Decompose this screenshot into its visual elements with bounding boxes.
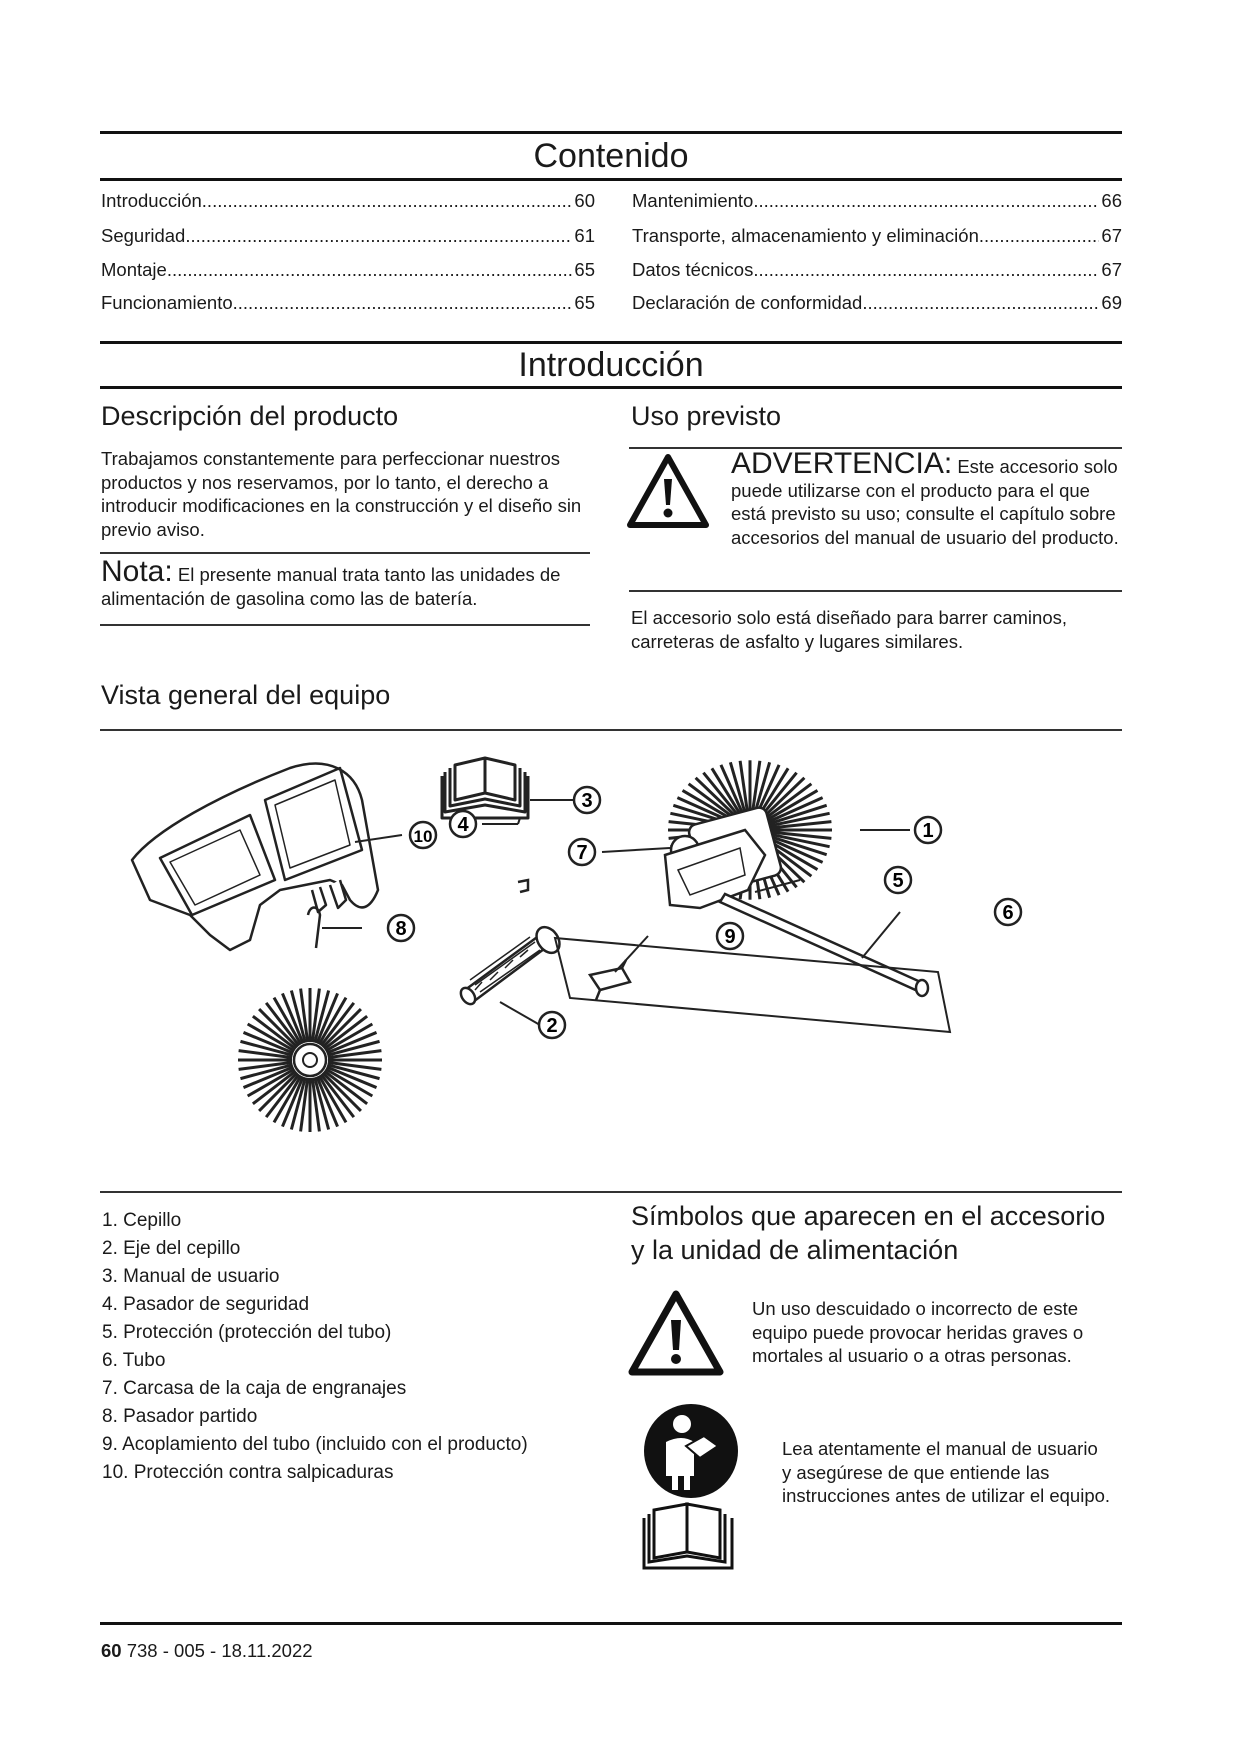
parts-list-item: 1. Cepillo: [102, 1210, 182, 1231]
toc-leader-dots: [167, 259, 573, 281]
toc-entry-page: 65: [574, 292, 595, 313]
callout-8: [388, 915, 414, 941]
toc-leader-dots: [202, 190, 573, 212]
toc-leader-dots: [753, 190, 1099, 212]
intro-title: Introducción: [518, 346, 704, 384]
callout-9: [717, 923, 743, 949]
parts-list-item: 5. Protección (protección del tubo): [102, 1322, 392, 1343]
symbols-heading-line1: Símbolos que aparecen en el accesorio: [631, 1201, 1106, 1231]
parts-list-item: 8. Pasador partido: [102, 1406, 258, 1427]
callout-6: [995, 899, 1021, 925]
toc-leader-dots: [862, 292, 1099, 314]
intro-top-rule: [100, 341, 1122, 344]
page-number: 60: [101, 1640, 122, 1661]
toc-entry-label: Datos técnicos: [632, 259, 754, 280]
manual-book-icon: [640, 1502, 736, 1572]
toc-entry-label: Introducción: [101, 190, 202, 211]
toc-entry-label: Mantenimiento: [632, 190, 754, 211]
intended-use-text: El accesorio solo está diseñado para barrer caminos, carreteras de asfalto y lugares similares.: [631, 607, 1068, 652]
shaft-illustration: [458, 880, 564, 1007]
product-desc-heading: Descripción del producto: [101, 401, 399, 431]
contents-rule: [100, 178, 1122, 181]
callout-label: 6: [1002, 902, 1014, 924]
note-block: [101, 555, 596, 610]
callout-label: 1: [922, 820, 934, 842]
overview-heading: Vista general del equipo: [101, 680, 391, 710]
warning-text: Este accesorio solo puede utilizarse con el producto para el que está previsto su uso; consulte el capítulo sobre accesorios del manual de usuario del producto.: [731, 456, 1119, 548]
brush-illustration-left: [238, 988, 382, 1132]
toc-entry-label: Montaje: [101, 259, 167, 280]
callout-2: [539, 1012, 565, 1038]
leader-9: [615, 936, 648, 972]
equipment-diagram: [100, 740, 1122, 1180]
warning-block: [731, 447, 1121, 549]
parts-list-item: 6. Tubo: [102, 1350, 166, 1371]
toc-leader-dots: [185, 225, 572, 247]
parts-list-item: 9. Acoplamiento del tubo (incluido con el producto): [102, 1434, 528, 1455]
toc-entry-page: 67: [1101, 259, 1122, 280]
callout-label: 2: [546, 1015, 558, 1037]
splash-guard-illustration: [132, 764, 378, 950]
toc-entry-label: Transporte, almacenamiento y eliminación: [632, 225, 979, 246]
toc-entry[interactable]: [101, 259, 595, 281]
callout-label: 10: [413, 827, 433, 846]
callout-10: [410, 822, 436, 848]
symbol-warning-triangle-icon: [628, 1290, 724, 1376]
coupling-illustration: [590, 960, 630, 1000]
parts-list-item: 3. Manual de usuario: [102, 1266, 280, 1287]
list-rule: [100, 1191, 1122, 1193]
intro-rule: [100, 386, 1122, 389]
toc-entry-label: Funcionamiento: [101, 292, 233, 313]
toc-leader-dots: [979, 225, 1100, 247]
parts-list-item: 7. Carcasa de la caja de engranajes: [102, 1378, 407, 1399]
top-rule: [100, 131, 1122, 134]
callout-7: [569, 839, 595, 865]
toc-entry-page: 67: [1101, 225, 1122, 246]
parts-list-item: 10. Protección contra salpicaduras: [102, 1462, 394, 1483]
read-manual-icon: [642, 1402, 740, 1500]
toc-entry[interactable]: [101, 292, 595, 314]
warning-label: ADVERTENCIA:: [731, 447, 953, 480]
callout-4: [450, 811, 476, 837]
toc-entry[interactable]: [632, 292, 1122, 314]
callout-label: 3: [581, 790, 593, 812]
toc-entry[interactable]: [101, 190, 595, 212]
warning-bottom-rule: [629, 590, 1122, 592]
overview-rule: [100, 729, 1122, 731]
toc-entry-page: 69: [1101, 292, 1122, 313]
callout-5: [885, 867, 911, 893]
note-text: El presente manual trata tanto las unidades de alimentación de gasolina como las de batería.: [101, 564, 561, 609]
toc-entry[interactable]: [632, 259, 1122, 281]
callout-3: [574, 787, 600, 813]
toc-entry-label: Seguridad: [101, 225, 186, 246]
parts-list: [102, 1207, 528, 1487]
contents-title: Contenido: [533, 137, 689, 175]
product-desc-text: Trabajamos constantemente para perfeccionar nuestros productos y nos reservamos, por lo tanto, el derecho a introducir modificaciones en la construcción y el diseño sin previo aviso.: [101, 448, 582, 540]
manual-book-illustration: [442, 758, 528, 818]
parts-list-item: 4. Pasador de seguridad: [102, 1294, 310, 1315]
toc-leader-dots: [753, 259, 1099, 281]
callout-label: 4: [457, 814, 469, 836]
warning-triangle-icon: [626, 453, 710, 529]
callout-label: 7: [576, 842, 588, 864]
parts-list-item: 2. Eje del cepillo: [102, 1238, 241, 1259]
toc-entry-label: Declaración de conformidad: [632, 292, 863, 313]
callout-label: 9: [724, 926, 736, 948]
footer-rule: [100, 1622, 1122, 1625]
leader-7: [602, 848, 670, 852]
leader-2: [500, 1002, 540, 1025]
footer: [101, 1640, 313, 1662]
symbols-heading-line2: y la unidad de alimentación: [631, 1235, 959, 1265]
leader-6: [862, 912, 900, 958]
note-top-rule: [100, 552, 590, 554]
symbol-manual-text: Lea atentamente el manual de usuario y asegúrese de que entiende las instrucciones antes de utilizar el equipo.: [782, 1438, 1111, 1506]
guard-tube-illustration: [665, 830, 928, 996]
split-pin-illustration: [308, 908, 320, 949]
note-label: Nota:: [101, 555, 173, 588]
toc-entry[interactable]: [101, 225, 595, 247]
note-bottom-rule: [100, 624, 590, 626]
doc-reference: 738 - 005 - 18.11.2022: [126, 1640, 313, 1661]
callout-1: [915, 817, 941, 843]
toc-entry-page: 60: [574, 190, 595, 211]
callout-label: 5: [892, 870, 904, 892]
toc-entry-page: 61: [574, 225, 595, 246]
toc-entry[interactable]: [632, 225, 1122, 247]
toc-leader-dots: [233, 292, 573, 314]
symbol-warning-text: Un uso descuidado o incorrecto de este equipo puede provocar heridas graves o mortales al usuario o a otras personas.: [752, 1298, 1084, 1366]
intended-use-heading: Uso previsto: [631, 401, 782, 431]
callout-label: 8: [395, 918, 407, 940]
toc-entry[interactable]: [632, 190, 1122, 212]
toc-entry-page: 65: [574, 259, 595, 280]
toc-entry-page: 66: [1101, 190, 1122, 211]
